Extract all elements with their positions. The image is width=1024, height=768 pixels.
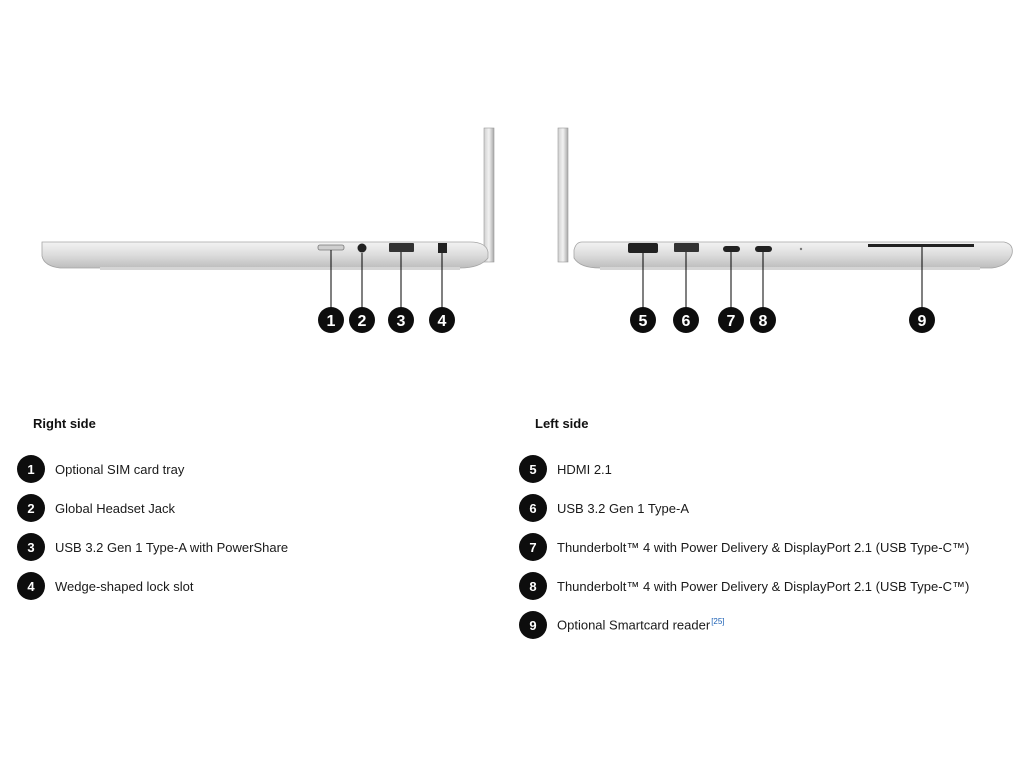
legend-number: 6 xyxy=(519,494,547,522)
right-side-heading: Right side xyxy=(33,416,96,431)
legend-item xyxy=(17,572,288,600)
right-lid xyxy=(484,128,494,262)
callout-marker-2 xyxy=(349,307,375,333)
legend-item xyxy=(519,455,969,483)
callout-marker-1 xyxy=(318,307,344,333)
smartcard-slot xyxy=(868,244,974,247)
svg-text:1: 1 xyxy=(326,313,336,330)
legend-number: 8 xyxy=(519,572,547,600)
legend-number: 4 xyxy=(17,572,45,600)
svg-text:6: 6 xyxy=(681,313,691,330)
svg-text:5: 5 xyxy=(638,313,648,330)
laptop-side-views xyxy=(0,120,1024,340)
legend-label: Optional SIM card tray xyxy=(55,461,185,477)
callout-marker-6 xyxy=(673,307,699,333)
callout-marker-7 xyxy=(718,307,744,333)
lock-slot xyxy=(438,243,447,253)
legend-item xyxy=(17,533,288,561)
usb-a-port-left xyxy=(674,243,699,252)
callout-marker-3 xyxy=(388,307,414,333)
svg-text:9: 9 xyxy=(917,313,927,330)
left-side-heading: Left side xyxy=(535,416,589,431)
callout-marker-5 xyxy=(630,307,656,333)
legend-number: 7 xyxy=(519,533,547,561)
legend-label xyxy=(557,617,725,632)
legend-item xyxy=(519,494,969,522)
svg-text:8: 8 xyxy=(758,313,768,330)
legend-number: 2 xyxy=(17,494,45,522)
legend-number: 3 xyxy=(17,533,45,561)
left-side-view xyxy=(558,128,1012,308)
left-side-legend xyxy=(519,416,969,650)
legend-item xyxy=(17,494,288,522)
left-lid xyxy=(558,128,568,262)
legend-label: USB 3.2 Gen 1 Type-A with PowerShare xyxy=(55,539,289,555)
svg-text:3: 3 xyxy=(396,313,406,330)
legend-item xyxy=(519,533,969,561)
right-side-legend xyxy=(17,416,288,611)
status-led xyxy=(800,248,802,250)
svg-text:2: 2 xyxy=(357,313,367,330)
thunderbolt-port-2 xyxy=(755,246,772,252)
callout-marker-4 xyxy=(429,307,455,333)
right-side-view xyxy=(42,128,494,308)
legend-number: 1 xyxy=(17,455,45,483)
legend-label: Thunderbolt™ 4 with Power Delivery & DisplayPort 2.1 (USB Type-C™) xyxy=(557,578,970,594)
legend-label: Thunderbolt™ 4 with Power Delivery & DisplayPort 2.1 (USB Type-C™) xyxy=(557,539,970,555)
legend-label: Wedge-shaped lock slot xyxy=(55,578,194,594)
legend-label: HDMI 2.1 xyxy=(557,461,612,477)
usb-a-port-right xyxy=(389,243,414,252)
legend-label: USB 3.2 Gen 1 Type-A xyxy=(557,500,689,516)
thunderbolt-port-1 xyxy=(723,246,740,252)
footnote-link[interactable]: [25] xyxy=(711,617,725,627)
headset-jack-port xyxy=(358,244,367,253)
legend-label: Global Headset Jack xyxy=(55,500,175,516)
svg-text:4: 4 xyxy=(437,313,447,330)
legend-item xyxy=(17,455,288,483)
legend-label-text: Optional Smartcard reader xyxy=(557,617,711,633)
legend-number: 5 xyxy=(519,455,547,483)
legend-item xyxy=(519,572,969,600)
callout-marker-8 xyxy=(750,307,776,333)
legend-item xyxy=(519,611,969,639)
hdmi-port xyxy=(628,243,658,253)
legend-number: 9 xyxy=(519,611,547,639)
sim-tray-port xyxy=(318,245,344,250)
right-base xyxy=(42,242,488,268)
svg-text:7: 7 xyxy=(726,313,736,330)
callout-marker-9 xyxy=(909,307,935,333)
